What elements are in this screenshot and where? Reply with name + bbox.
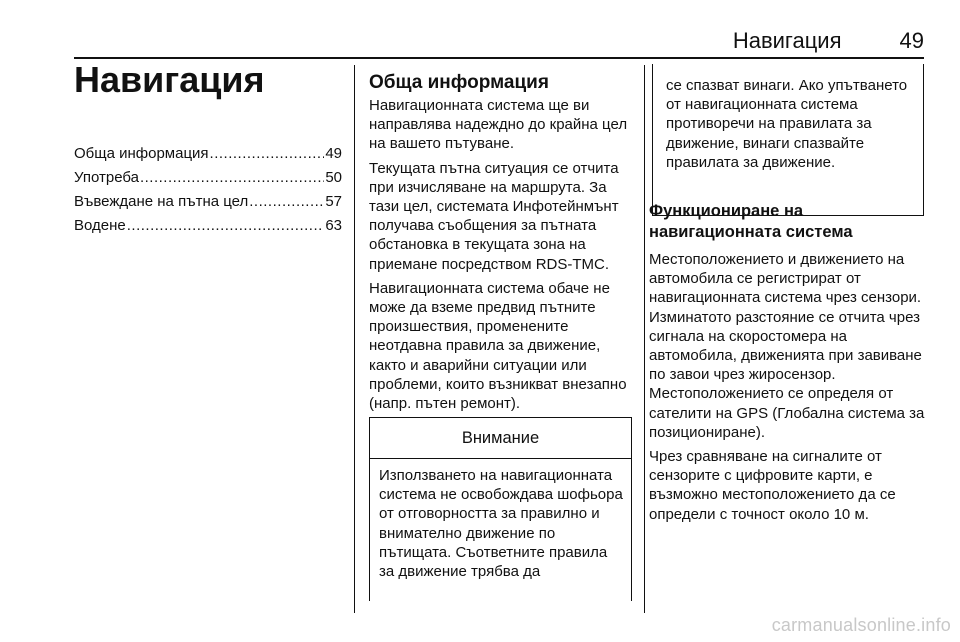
toc-leader-dots <box>127 214 325 238</box>
section-heading: Обща информация <box>369 72 549 93</box>
warning-box <box>369 417 632 601</box>
watermark-text: carmanualsonline.info <box>771 615 951 635</box>
toc-entry-title: Въвеждане на пътна цел <box>74 193 249 210</box>
toc-entry-page: 50 <box>325 169 342 186</box>
warning-title: Внимание <box>370 418 631 459</box>
page-number: 49 <box>899 28 924 53</box>
body-paragraph: Чрез сравняване на сигналите от сензорите с цифровите карти, е възможно местоположението да се определи с точност около 10 м. <box>649 448 896 523</box>
toc-entry[interactable] <box>74 166 342 190</box>
function-section <box>649 201 931 529</box>
running-header <box>524 28 924 54</box>
toc-leader-dots <box>210 142 325 166</box>
table-of-contents <box>74 142 342 238</box>
warning-text: Използването на навигационната система не освобождава шофьора от отговорността за правилно и внимателно движение по пътищата. Съответните правила за движение трябва да <box>379 467 623 581</box>
body-paragraph: Навигационната система обаче не може да вземе предвид пътните произшествия, променените неотдавна правила за движение, както и аварийни ситуации или проблеми, които възникват внезапно (напр. пътен ремонт). <box>369 279 627 413</box>
toc-entry-page: 63 <box>325 217 342 234</box>
running-header-title: Навигация <box>732 28 842 53</box>
column-divider-right <box>644 65 645 613</box>
chapter-title: Навигация <box>74 59 265 100</box>
body-paragraph: Местоположението и движението на автомобила се регистрират от навигационната система чрез сензори. Изминатото разстояние се отчита чрез сигнала на скоростомера на автомобила, движенията при завиване по завои чрез жиросензор. Местоположението се определя от сателити на GPS (Глобална система за позициониране). <box>649 251 925 441</box>
column-divider-left <box>354 65 355 613</box>
toc-entry-title: Употреба <box>74 169 139 186</box>
toc-entry-title: Водене <box>74 217 126 234</box>
toc-entry-page: 49 <box>325 145 342 162</box>
body-paragraph: Текущата пътна ситуация се отчита при изчисляване на маршрута. За тази цел, системата Инфотейнмънт получава съобщения за пътната обстановка в текущата зона на приемане посредством RDS-TMC. <box>369 159 619 273</box>
toc-leader-dots <box>140 166 324 190</box>
warning-text-continued: се спазват винаги. Ако упътването от навигационната система противоречи на правилата за движение, винаги спазвайте правилата за движение. <box>666 77 908 171</box>
toc-entry[interactable] <box>74 142 342 166</box>
warning-box-continued <box>652 64 924 216</box>
toc-entry-page: 57 <box>325 193 342 210</box>
section-heading: Функциониране на навигационната система <box>649 202 853 241</box>
body-paragraph: Навигационната система ще ви направлява надеждно до крайна цел на вашето пътуване. <box>369 97 628 153</box>
toc-entry[interactable] <box>74 190 342 214</box>
toc-entry[interactable] <box>74 214 342 238</box>
toc-entry-title: Обща информация <box>74 145 209 162</box>
toc-leader-dots <box>249 190 324 214</box>
general-info-section <box>369 70 633 418</box>
